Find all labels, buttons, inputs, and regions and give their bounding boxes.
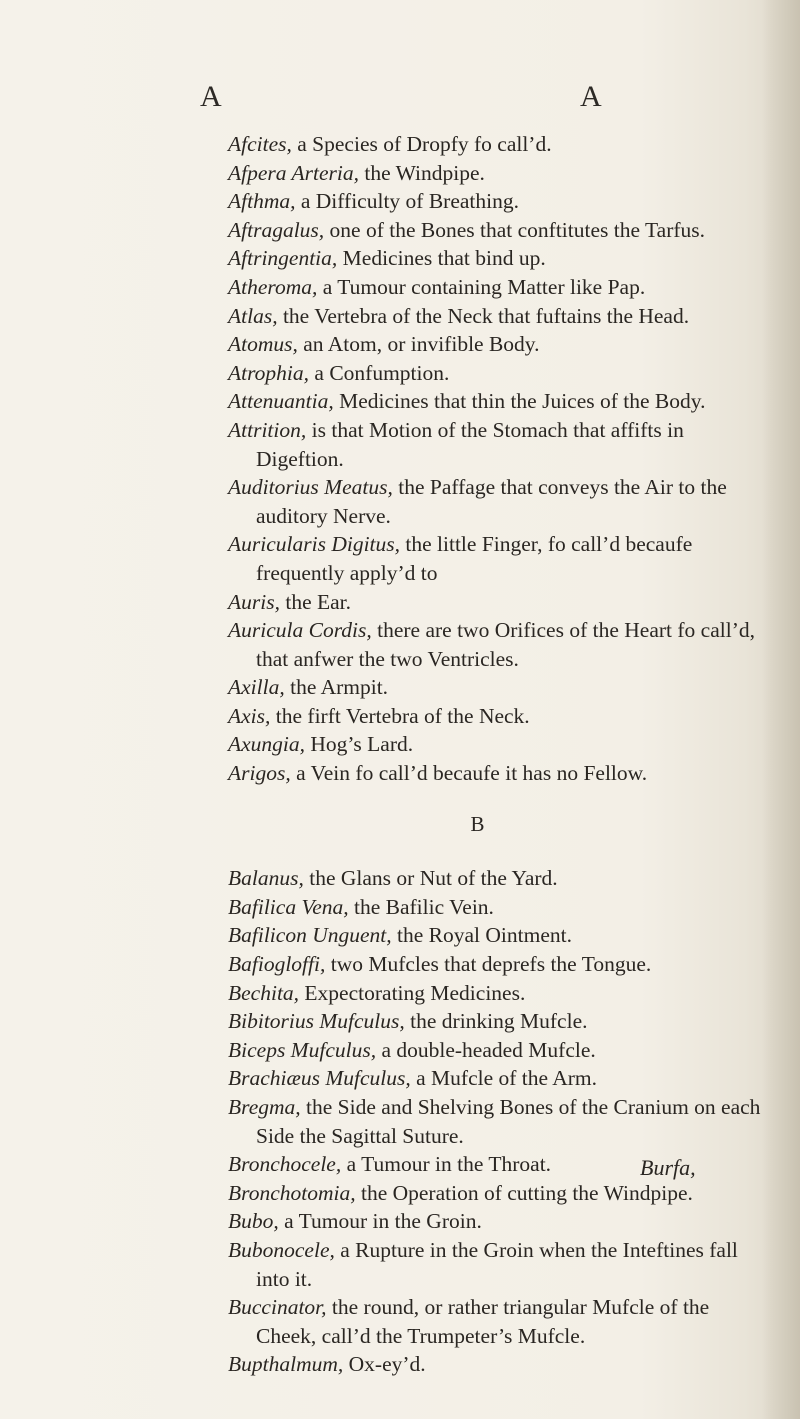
glossary-entry xyxy=(228,416,768,473)
entry-definition: the Ear. xyxy=(279,589,352,614)
glossary-entry xyxy=(228,1350,768,1379)
entry-term: Aftragalus, xyxy=(228,217,325,242)
glossary-entry xyxy=(228,702,768,731)
entry-definition: a Rupture in the Groin when the Inteftines fall into it. xyxy=(256,1237,738,1291)
entry-definition: Medicines that bind up. xyxy=(337,246,546,271)
running-header xyxy=(0,80,800,120)
entry-term: Aftringentia, xyxy=(228,246,338,271)
glossary-entry xyxy=(228,673,768,702)
glossary-entry xyxy=(228,1207,768,1236)
entry-definition: the Royal Ointment. xyxy=(391,923,572,948)
glossary-entry xyxy=(228,216,768,245)
entry-definition: a Tumour containing Matter like Pap. xyxy=(317,274,646,299)
entry-term: Attenuantia, xyxy=(228,389,334,414)
glossary-entry xyxy=(228,473,768,530)
entry-term: Bupthalmum, xyxy=(228,1352,344,1377)
entry-definition: the Vertebra of the Neck that fuftains the Head. xyxy=(277,303,690,328)
entry-term: Attrition, xyxy=(228,417,307,442)
entry-term: Bafilicon Unguent, xyxy=(228,923,392,948)
glossary-entry xyxy=(228,530,768,587)
glossary-content xyxy=(228,130,768,1379)
glossary-entry xyxy=(228,979,768,1008)
glossary-entry xyxy=(228,244,768,273)
entry-definition: the little Finger, fo call’d becaufe frequently apply’d to xyxy=(256,532,693,585)
header-letter-left: A xyxy=(200,80,222,113)
entry-term: Axis, xyxy=(228,703,271,728)
entry-definition: a Mufcle of the Arm. xyxy=(410,1066,598,1091)
entry-term: Bronchotomia, xyxy=(228,1180,356,1205)
entry-term: Auricularis Digitus, xyxy=(228,532,401,557)
entry-definition: the Side and Shelving Bones of the Cranium on each Side the Sagittal Suture. xyxy=(256,1095,761,1148)
entry-definition: a Vein fo call’d becaufe it has no Fellow. xyxy=(290,761,648,786)
glossary-entry xyxy=(228,921,768,950)
entry-term: Arigos, xyxy=(228,761,291,786)
entry-term: Bronchocele, xyxy=(228,1152,342,1177)
entry-term: Bibitorius Mufculus, xyxy=(228,1009,405,1034)
entry-definition: the round, or rather triangular Mufcle of the Cheek, call’d the Trumpeter’s Mufcle. xyxy=(256,1295,710,1348)
entry-term: Bafiogloffi, xyxy=(228,952,326,977)
entry-definition: Ox-ey’d. xyxy=(343,1352,426,1377)
glossary-entry xyxy=(228,1179,768,1208)
entry-definition: a Species of Dropfy fo call’d. xyxy=(291,132,552,156)
entry-term: Afthma, xyxy=(228,189,296,214)
glossary-entry xyxy=(228,759,768,788)
entry-definition: the Armpit. xyxy=(284,675,389,700)
entry-definition: there are two Orifices of the Heart fo call’d, that anfwer the two Ventricles. xyxy=(256,618,755,671)
entry-definition: a Difficulty of Breathing. xyxy=(295,189,519,214)
entry-definition: a Tumour in the Groin. xyxy=(278,1209,482,1234)
entry-definition: the Operation of cutting the Windpipe. xyxy=(355,1180,693,1205)
entry-definition: the drinking Mufcle. xyxy=(404,1009,588,1034)
entry-definition: Hog’s Lard. xyxy=(305,732,414,757)
entry-term: Auricula Cordis, xyxy=(228,618,372,643)
entry-term: Bubonocele, xyxy=(228,1237,335,1262)
entry-term: Afcites, xyxy=(228,132,292,156)
entry-term: Bubo, xyxy=(228,1209,279,1234)
entry-term: Atlas, xyxy=(228,303,278,328)
entry-term: Auris, xyxy=(228,589,280,614)
glossary-entry xyxy=(228,730,768,759)
entry-definition: is that Motion of the Stomach that affifts in Digeftion. xyxy=(256,417,684,471)
entry-term: Biceps Mufculus, xyxy=(228,1037,377,1062)
glossary-entry xyxy=(228,187,768,216)
entry-term: Atheroma, xyxy=(228,274,318,299)
entry-term: Afpera Arteria, xyxy=(228,160,359,185)
entry-term: Balanus, xyxy=(228,866,304,891)
glossary-entry xyxy=(228,302,768,331)
entry-definition: the Glans or Nut of the Yard. xyxy=(303,866,558,891)
catchword: Burfa, xyxy=(640,1155,696,1180)
glossary-entry xyxy=(228,330,768,359)
glossary-entry xyxy=(228,864,768,893)
entry-term: Bregma, xyxy=(228,1095,301,1119)
entry-definition: the firft Vertebra of the Neck. xyxy=(270,703,530,728)
entry-definition: a Confumption. xyxy=(309,360,450,385)
entry-definition: Expectorating Medicines. xyxy=(299,980,526,1005)
entry-definition: a Tumour in the Throat. xyxy=(341,1152,552,1177)
glossary-entry xyxy=(228,1007,768,1036)
entry-definition: a double-headed Mufcle. xyxy=(376,1037,596,1062)
entry-term: Axungia, xyxy=(228,732,306,757)
entry-term: Brachiæus Mufculus, xyxy=(228,1066,411,1091)
glossary-entry xyxy=(228,616,768,673)
entry-term: Auditorius Meatus, xyxy=(228,475,393,500)
entry-term: Atrophia, xyxy=(228,360,310,385)
glossary-entry xyxy=(228,359,768,388)
entry-term: Bechita, xyxy=(228,980,300,1005)
entry-definition: the Bafilic Vein. xyxy=(348,894,494,919)
glossary-entry xyxy=(228,1236,768,1293)
section-letter: B xyxy=(470,811,486,836)
glossary-entry xyxy=(228,1064,768,1093)
glossary-entry xyxy=(228,1036,768,1065)
glossary-entry xyxy=(228,159,768,188)
entry-definition: the Paffage that conveys the Air to the auditory Nerve. xyxy=(256,475,727,528)
entry-definition: two Mufcles that deprefs the Tongue. xyxy=(325,952,652,977)
glossary-entry xyxy=(228,588,768,617)
entry-term: Axilla, xyxy=(228,675,285,700)
header-letter-right: A xyxy=(580,80,602,113)
entry-term: Atomus, xyxy=(228,332,298,357)
glossary-entry xyxy=(228,130,768,159)
glossary-entry xyxy=(228,950,768,979)
entry-definition: Medicines that thin the Juices of the Body. xyxy=(333,389,706,414)
glossary-entry xyxy=(228,273,768,302)
entry-term: Buccinator, xyxy=(228,1295,327,1320)
glossary-entry xyxy=(228,893,768,922)
entry-definition: the Windpipe. xyxy=(358,160,485,185)
entry-term: Bafilica Vena, xyxy=(228,894,349,919)
glossary-entry xyxy=(228,1293,768,1350)
entry-definition: one of the Bones that conftitutes the Tarfus. xyxy=(324,217,705,242)
glossary-entry xyxy=(228,387,768,416)
entry-definition: an Atom, or invifible Body. xyxy=(297,332,540,357)
glossary-entry xyxy=(228,1093,768,1150)
